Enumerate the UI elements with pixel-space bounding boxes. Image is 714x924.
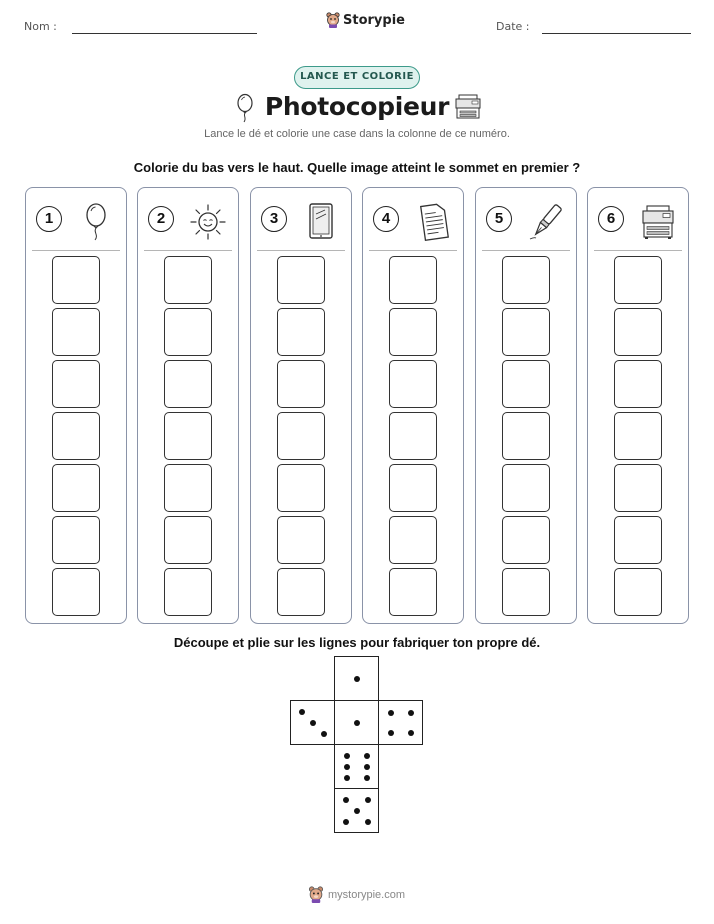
die-face-5 bbox=[334, 788, 379, 833]
color-box[interactable] bbox=[389, 308, 437, 356]
color-box[interactable] bbox=[277, 412, 325, 460]
column-number: 4 bbox=[373, 206, 399, 232]
color-box[interactable] bbox=[502, 256, 550, 304]
column-3 bbox=[250, 187, 352, 624]
activity-badge: LANCE ET COLORIE bbox=[294, 66, 420, 89]
column-number: 3 bbox=[261, 206, 287, 232]
footer bbox=[308, 886, 405, 903]
die-pip bbox=[364, 764, 370, 770]
color-box[interactable] bbox=[164, 464, 212, 512]
color-box[interactable] bbox=[164, 568, 212, 616]
column-divider bbox=[257, 250, 345, 251]
race-columns bbox=[25, 187, 689, 624]
bear-icon bbox=[326, 12, 340, 28]
brand-name: Storypie bbox=[343, 12, 405, 28]
page-subtitle: Lance le dé et colorie une case dans la colonne de ce numéro. bbox=[204, 128, 510, 140]
column-number: 5 bbox=[486, 206, 512, 232]
race-instruction: Colorie du bas vers le haut. Quelle image atteint le sommet en premier ? bbox=[133, 160, 581, 175]
column-divider bbox=[369, 250, 457, 251]
die-face-4 bbox=[378, 700, 423, 745]
column-number: 1 bbox=[36, 206, 62, 232]
balloon-icon bbox=[76, 202, 116, 242]
page-title: Photocopieur bbox=[264, 92, 450, 121]
color-box[interactable] bbox=[614, 568, 662, 616]
column-5 bbox=[475, 187, 577, 624]
column-divider bbox=[32, 250, 120, 251]
color-box[interactable] bbox=[502, 308, 550, 356]
color-box[interactable] bbox=[164, 360, 212, 408]
color-box[interactable] bbox=[277, 308, 325, 356]
color-box[interactable] bbox=[389, 568, 437, 616]
color-box[interactable] bbox=[52, 412, 100, 460]
color-box[interactable] bbox=[389, 256, 437, 304]
color-box[interactable] bbox=[52, 308, 100, 356]
footer-url[interactable]: mystorypie.com bbox=[328, 888, 406, 901]
color-box[interactable] bbox=[277, 256, 325, 304]
photocopier-icon bbox=[638, 202, 678, 242]
color-box[interactable] bbox=[52, 256, 100, 304]
color-box[interactable] bbox=[389, 464, 437, 512]
column-2 bbox=[137, 187, 239, 624]
name-label: Nom : bbox=[24, 20, 57, 33]
color-box[interactable] bbox=[614, 308, 662, 356]
color-box[interactable] bbox=[277, 464, 325, 512]
die-pip bbox=[344, 775, 350, 781]
color-box[interactable] bbox=[277, 516, 325, 564]
die-pip bbox=[388, 730, 394, 736]
color-box[interactable] bbox=[502, 568, 550, 616]
color-box[interactable] bbox=[52, 360, 100, 408]
color-box[interactable] bbox=[614, 464, 662, 512]
bear-icon bbox=[308, 886, 324, 903]
color-box[interactable] bbox=[614, 360, 662, 408]
die-face-1 bbox=[334, 656, 379, 701]
color-box[interactable] bbox=[52, 516, 100, 564]
name-line[interactable] bbox=[72, 33, 257, 34]
date-line[interactable] bbox=[542, 33, 691, 34]
die-pip bbox=[343, 797, 349, 803]
die-pip bbox=[344, 753, 350, 759]
die-pip bbox=[408, 710, 414, 716]
color-box[interactable] bbox=[389, 412, 437, 460]
die-instruction: Découpe et plie sur les lignes pour fabriquer ton propre dé. bbox=[173, 635, 541, 650]
die-face-1 bbox=[334, 700, 379, 745]
color-box[interactable] bbox=[389, 360, 437, 408]
color-box[interactable] bbox=[614, 256, 662, 304]
column-divider bbox=[594, 250, 682, 251]
die-pip bbox=[365, 819, 371, 825]
column-4 bbox=[362, 187, 464, 624]
color-box[interactable] bbox=[614, 516, 662, 564]
die-pip bbox=[364, 753, 370, 759]
brand-logo bbox=[326, 12, 405, 28]
column-number: 2 bbox=[148, 206, 174, 232]
column-1 bbox=[25, 187, 127, 624]
color-box[interactable] bbox=[502, 360, 550, 408]
die-pip bbox=[344, 764, 350, 770]
color-box[interactable] bbox=[164, 308, 212, 356]
die-pip bbox=[343, 819, 349, 825]
photocopier-icon bbox=[453, 93, 483, 121]
die-pip bbox=[354, 676, 360, 682]
color-box[interactable] bbox=[614, 412, 662, 460]
column-divider bbox=[144, 250, 232, 251]
sun-icon bbox=[188, 202, 228, 242]
die-face-6 bbox=[334, 744, 379, 789]
die-pip bbox=[310, 720, 316, 726]
tablet-icon bbox=[301, 202, 341, 242]
column-divider bbox=[482, 250, 570, 251]
die-face-3 bbox=[290, 700, 335, 745]
color-box[interactable] bbox=[502, 516, 550, 564]
document-icon bbox=[413, 202, 453, 242]
color-box[interactable] bbox=[52, 568, 100, 616]
die-pip bbox=[365, 797, 371, 803]
color-box[interactable] bbox=[277, 568, 325, 616]
fountain-pen-icon bbox=[526, 202, 566, 242]
color-box[interactable] bbox=[502, 464, 550, 512]
color-box[interactable] bbox=[502, 412, 550, 460]
die-pip bbox=[299, 709, 305, 715]
color-box[interactable] bbox=[164, 516, 212, 564]
color-box[interactable] bbox=[164, 412, 212, 460]
die-pip bbox=[354, 808, 360, 814]
die-pip bbox=[408, 730, 414, 736]
color-box[interactable] bbox=[52, 464, 100, 512]
die-pip bbox=[354, 720, 360, 726]
color-box[interactable] bbox=[277, 360, 325, 408]
color-box[interactable] bbox=[164, 256, 212, 304]
die-pip bbox=[321, 731, 327, 737]
die-pip bbox=[388, 710, 394, 716]
color-box[interactable] bbox=[389, 516, 437, 564]
date-label: Date : bbox=[496, 20, 530, 33]
column-number: 6 bbox=[598, 206, 624, 232]
column-6 bbox=[587, 187, 689, 624]
die-pip bbox=[364, 775, 370, 781]
